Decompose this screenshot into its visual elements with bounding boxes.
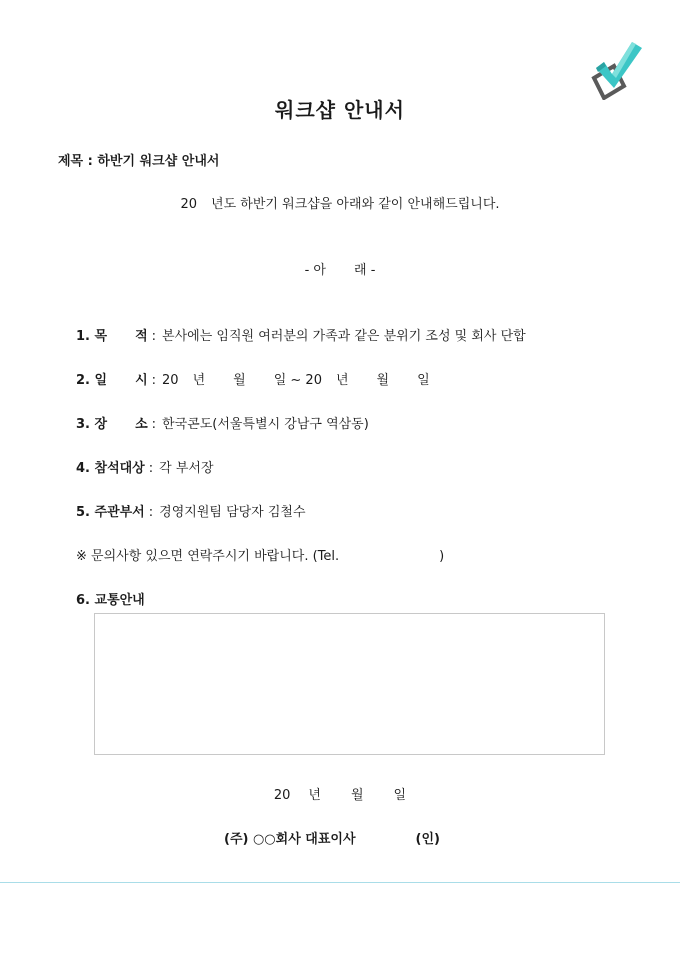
item-schedule: 2. 일 시 : 20 년 월 일 ~ 20 년 월 일 <box>76 369 430 388</box>
below-heading-right: 래 - <box>354 263 376 278</box>
date-il: 일 <box>393 788 407 803</box>
item-location-label: 3. 장 <box>76 417 108 432</box>
schedule-il-final: 일 <box>417 373 430 388</box>
item-purpose-label2: 적 <box>135 329 148 344</box>
signature-line <box>224 828 440 847</box>
page-title: 워크샵 안내서 <box>275 98 405 122</box>
schedule-nyeon-start: 년 <box>192 373 206 388</box>
item-location-value: 한국콘도(서울특별시 강남구 역삼동) <box>162 417 369 432</box>
item-organizer-value: 경영지원팀 담당자 김철수 <box>159 505 306 520</box>
schedule-nyeon-end: 년 <box>335 373 349 388</box>
footer-divider <box>0 882 680 883</box>
item-transport-label: 6. 교통안내 <box>76 593 145 608</box>
intro-sentence <box>0 193 680 212</box>
item-organizer: 5. 주관부서 : 경영지원팀 담당자 김철수 <box>76 501 306 520</box>
item-schedule-label2: 시 <box>135 373 148 388</box>
contact-notice <box>76 545 444 564</box>
schedule-year-start: 20 <box>162 373 179 388</box>
subject-line: 제목 : 하반기 워크샵 안내서 <box>58 154 220 169</box>
date-nyeon: 년 <box>308 788 321 803</box>
item-purpose-value: 본사에는 임직원 여러분의 가족과 같은 분위기 조성 및 회사 단합 <box>162 329 526 344</box>
date-wol: 월 <box>350 788 364 803</box>
schedule-wol-end: 월 <box>376 373 390 388</box>
document-date <box>0 784 680 803</box>
checkmark-box-icon <box>588 38 644 100</box>
item-location-label2: 소 <box>135 417 148 432</box>
contact-notice-text: ※ 문의사항 있으면 연락주시기 바랍니다. (Tel. <box>76 549 340 564</box>
transport-map-box <box>94 613 605 755</box>
contact-notice-close: ) <box>439 549 445 564</box>
intro-text: 년도 하반기 워크샵을 아래와 같이 안내해드립니다. <box>211 197 500 212</box>
item-organizer-label: 5. 주관부서 <box>76 505 145 520</box>
item-attendees: 4. 참석대상 : 각 부서장 <box>76 457 214 476</box>
below-heading <box>0 259 680 278</box>
item-attendees-label: 4. 참석대상 <box>76 461 145 476</box>
item-transport <box>76 589 145 608</box>
item-purpose: 1. 목 적 : 본사에는 임직원 여러분의 가족과 같은 분위기 조성 및 회사 단합 <box>76 325 526 344</box>
signature-seal: (인) <box>415 832 440 847</box>
signature-company: (주) ○○회사 대표이사 <box>224 832 356 847</box>
date-year: 20 <box>273 788 291 803</box>
schedule-wol-start: 월 <box>233 373 246 388</box>
item-location: 3. 장 소 : 한국콘도(서울특별시 강남구 역삼동) <box>76 413 369 432</box>
intro-year-prefix: 20 <box>180 197 198 212</box>
item-schedule-label: 2. 일 <box>76 373 108 388</box>
item-purpose-label: 1. 목 <box>76 329 108 344</box>
item-attendees-value: 각 부서장 <box>159 461 214 476</box>
schedule-il-end: 일 ~ 20 <box>273 373 322 388</box>
below-heading-left: - 아 <box>304 263 326 278</box>
